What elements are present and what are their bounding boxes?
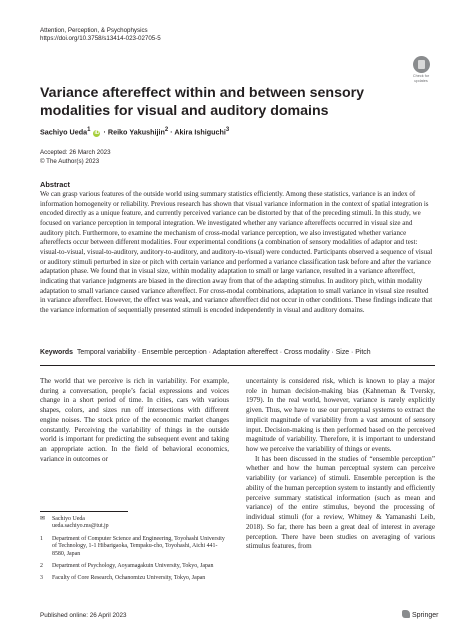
check-for-updates-badge[interactable] bbox=[408, 56, 434, 84]
keywords bbox=[40, 349, 435, 356]
affiliation-mark: 1 bbox=[40, 535, 43, 542]
springer-horse-icon bbox=[402, 610, 410, 618]
affiliation-1 bbox=[40, 536, 229, 558]
affiliation-mark: 3 bbox=[40, 575, 43, 582]
author-separator: · bbox=[101, 127, 108, 137]
keywords-label: Keywords bbox=[40, 349, 73, 356]
badge-line-2: updates bbox=[414, 79, 428, 84]
author-1-affil: 1 bbox=[87, 127, 91, 133]
copyright: © The Author(s) 2023 bbox=[40, 157, 100, 165]
author-3[interactable]: Akira Ishiguchi bbox=[174, 127, 226, 137]
affiliation-text: Department of Psychology, Aoyamagakuin University, Tokyo, Japan bbox=[52, 563, 214, 570]
corresponding-email[interactable]: ueda.sachiyo.ms@tut.jp bbox=[52, 523, 109, 530]
abstract-text: We can grasp various features of the outside world using summary statistics efficiently. Among these statistics, variance is an index of information homogeneity or reliability. Previous research has shown that visual variance information in the context of spatial integration is encoded directly as a unique feature, and currently perceived variance can be distorted by that of the preceding stimuli. In this study, we focused on variance perception in temporal integration. We investigated whether any variance aftereffects occurred in visual size and auditory pitch. Furthermore, to examine the mechanism of cross-modal variance perception, we also investigated whether variance aftereffects occur between different modalities. Four experimental conditions (a combination of sensory modalities of adaptor and test: visual-to-visual, visual-to-auditory, auditory-to-auditory, and auditory-to-visual) were conducted. Participants observed a sequence of visual or auditory stimuli perturbed in size or pitch with certain variance and performed a variance classification task before and after the variance adaptation phase. We found that in visual size, within modality adaptation to small or large variance, resulted in a variance aftereffect, indicating that variance judgments are biased in the direction away from that of the adapting stimulus. In auditory pitch, within modality adaptation to small variance caused variance aftereffect. For cross-modal combinations, adaptation to small variance in visual size resulted in variance aftereffect. However, the effect was weak, and variance aftereffect did not occur in other conditions. These findings indicate that the variance information of sequentially presented stimuli is encoded independently in visual and auditory domains. bbox=[40, 190, 433, 314]
footnote-divider bbox=[40, 511, 128, 512]
affiliation-3 bbox=[40, 575, 229, 582]
section-divider bbox=[40, 365, 435, 366]
published-date: Published online: 26 April 2023 bbox=[40, 612, 127, 619]
body-paragraph: It has been discussed in the studies of “ensemble perception” whether and how the human perceptual system can perceive variability (or variance) of stimuli. Ensemble perception is the ability of the human perception system to instantly and efficiently perceive summary statistical information (such as mean and variance) of the entire stimulus, beyond the processing of individual stimuli (for a review, Whitney & Yamanashi Leib, 2018). So far, there has been a great deal of interest in average perception. There have been studies on averaging of various stimulus features, from bbox=[246, 454, 435, 551]
corresponding-author bbox=[40, 516, 229, 531]
author-1[interactable]: Sachiyo Ueda bbox=[40, 127, 88, 137]
author-list bbox=[40, 127, 229, 137]
affiliation-2 bbox=[40, 563, 229, 570]
body-column-right bbox=[246, 377, 435, 552]
check-updates-icon bbox=[413, 56, 430, 73]
article-dates bbox=[40, 149, 111, 166]
publisher-name: Springer bbox=[412, 612, 439, 619]
author-2-affil: 2 bbox=[164, 127, 169, 133]
author-2[interactable]: Reiko Yakushijin bbox=[107, 127, 165, 137]
envelope-icon: ✉ bbox=[40, 516, 45, 522]
doi-link[interactable]: https://doi.org/10.3758/s13414-023-02705-5 bbox=[40, 35, 161, 42]
abstract-heading: Abstract bbox=[40, 180, 70, 189]
footnotes bbox=[40, 516, 229, 588]
orcid-icon[interactable]: iD bbox=[94, 130, 100, 137]
journal-header bbox=[40, 27, 161, 43]
accepted-date: Accepted: 26 March 2023 bbox=[40, 149, 111, 156]
affiliation-mark: 2 bbox=[40, 563, 43, 570]
body-paragraph: The world that we perceive is rich in variability. For example, during a conversation, people’s facial expressions and voices change in a short period of time. In cities, cars with various shapes, colors, and sizes run off intersections with different engine noises. The stock price of the economic market changes constantly. Perceiving the variability of things in the outside world is important for predicting the subsequent event and taking an appropriate action. In the field of behavioral economics, variance in outcomes or bbox=[40, 377, 229, 463]
journal-name: Attention, Perception, & Psychophysics bbox=[40, 27, 148, 34]
body-paragraph: uncertainty is considered risk, which is known to play a major role in human decision-making bias (Kahneman & Tversky, 1979). In the real world, however, variance is rarely explicitly given. Thus, we have to use our perceptual systems to extract the implicit magnitude of variability from a vast amount of sensory input. Decision-making is then performed based on the perceived magnitude of variability. Therefore, it is important to understand how we perceive the variability of things or events. bbox=[246, 377, 435, 454]
keywords-list: Temporal variability · Ensemble perception · Adaptation aftereffect · Cross modality · Size · Pitch bbox=[76, 349, 371, 356]
author-3-affil: 3 bbox=[225, 127, 230, 133]
badge-line-1: Check for bbox=[412, 74, 430, 78]
affiliation-text: Department of Computer Science and Engineering, Toyohashi University of Technology, 1-1 Hibarigaoka, Tempaku-cho, Toyohashi, Aichi 441-8580, Japan bbox=[52, 535, 225, 557]
article-title: Variance aftereffect within and between sensory modalities for visual and auditory domains bbox=[40, 85, 365, 119]
body-column-left bbox=[40, 377, 229, 464]
affiliation-text: Faculty of Core Research, Ochanomizu University, Tokyo, Japan bbox=[52, 575, 206, 582]
corresponding-name: Sachiyo Ueda bbox=[52, 516, 85, 522]
publisher-logo bbox=[402, 610, 438, 619]
author-separator: · bbox=[168, 127, 175, 137]
